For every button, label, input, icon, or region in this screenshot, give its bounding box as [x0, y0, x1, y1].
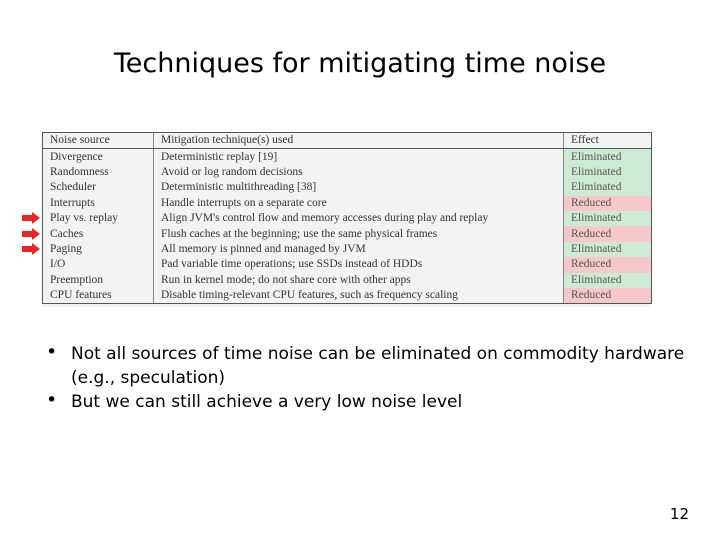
table-row — [43, 180, 652, 195]
effect-cell: Reduced — [564, 226, 652, 241]
bullet-list — [40, 342, 690, 414]
noise-source-cell: Play vs. replay — [43, 211, 154, 226]
technique-cell: Run in kernel mode; do not share core with other apps — [154, 273, 564, 288]
technique-cell: Handle interrupts on a separate core — [154, 196, 564, 211]
bullet-item — [40, 390, 690, 414]
noise-source-cell: I/O — [43, 257, 154, 272]
page-number: 12 — [669, 505, 689, 523]
bullet-text: But we can still achieve a very low noise level — [71, 392, 463, 412]
noise-source-cell: Caches — [43, 226, 154, 241]
technique-cell: Align JVM's control flow and memory accesses during play and replay — [154, 211, 564, 226]
technique-cell: Pad variable time operations; use SSDs instead of HDDs — [154, 257, 564, 272]
right-arrow-icon — [22, 228, 40, 240]
table-row — [43, 273, 652, 288]
right-arrow-icon — [22, 243, 40, 255]
noise-source-cell: Scheduler — [43, 180, 154, 195]
effect-cell: Eliminated — [564, 165, 652, 180]
bullet-item — [40, 342, 690, 390]
effect-cell: Eliminated — [564, 242, 652, 257]
bullet-dot-icon: • — [46, 341, 58, 363]
bullet-dot-icon: • — [46, 389, 58, 411]
mitigation-table — [42, 132, 652, 304]
noise-source-cell: Paging — [43, 242, 154, 257]
table-row — [43, 211, 652, 226]
mitigation-table-wrap — [42, 132, 651, 307]
table-row — [43, 257, 652, 272]
header-noise-source: Noise source — [43, 133, 154, 149]
slide-title: Techniques for mitigating time noise — [113, 48, 607, 79]
right-arrow-icon — [22, 212, 40, 224]
technique-cell: Flush caches at the beginning; use the same physical frames — [154, 226, 564, 241]
table-row — [43, 165, 652, 180]
effect-cell: Reduced — [564, 257, 652, 272]
bullet-text: Not all sources of time noise can be eliminated on commodity hardware (e.g., speculation) — [71, 344, 685, 388]
table-row — [43, 149, 652, 165]
effect-cell: Eliminated — [564, 180, 652, 195]
table-row — [43, 288, 652, 304]
effect-cell: Reduced — [564, 288, 652, 304]
table-body — [43, 149, 652, 304]
table-header-row — [43, 133, 652, 149]
noise-source-cell: Randomness — [43, 165, 154, 180]
noise-source-cell: Preemption — [43, 273, 154, 288]
technique-cell: Deterministic replay [19] — [154, 149, 564, 165]
effect-cell: Eliminated — [564, 273, 652, 288]
technique-cell: Disable timing-relevant CPU features, such as frequency scaling — [154, 288, 564, 304]
effect-cell: Eliminated — [564, 149, 652, 165]
technique-cell: All memory is pinned and managed by JVM — [154, 242, 564, 257]
technique-cell: Deterministic multithreading [38] — [154, 180, 564, 195]
noise-source-cell: Divergence — [43, 149, 154, 165]
table-row — [43, 226, 652, 241]
technique-cell: Avoid or log random decisions — [154, 165, 564, 180]
table-row — [43, 196, 652, 211]
table-row — [43, 242, 652, 257]
noise-source-cell: CPU features — [43, 288, 154, 304]
effect-cell: Eliminated — [564, 211, 652, 226]
header-mitigation: Mitigation technique(s) used — [154, 133, 564, 149]
header-effect: Effect — [564, 133, 652, 149]
effect-cell: Reduced — [564, 196, 652, 211]
noise-source-cell: Interrupts — [43, 196, 154, 211]
